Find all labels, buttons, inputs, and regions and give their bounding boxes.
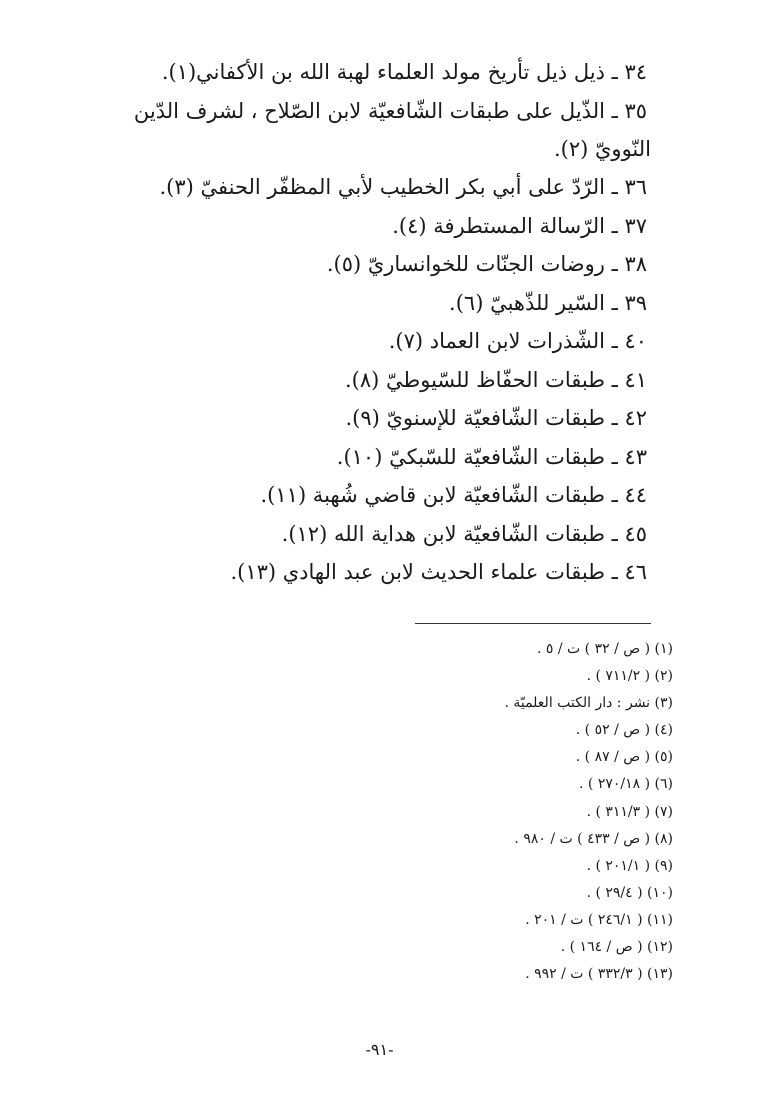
- footnote-separator: [415, 623, 651, 624]
- list-item: ٣٦ ـ الرّدّ على أبي بكر الخطيب لأبي المظفّر الحنفيّ (٣).: [159, 175, 647, 199]
- footnote: (٣) نشر : دار الكتب العلميّة .: [504, 695, 673, 712]
- footnote: (٢) ( ٧١١/٢ ) .: [586, 668, 673, 685]
- list-item: ٤٤ ـ طبقات الشّافعيّة لابن قاضي شُهبة (١١).: [260, 483, 647, 507]
- list-item: ٤٦ ـ طبقات علماء الحديث لابن عبد الهادي (١٣).: [230, 560, 647, 584]
- footnotes-list: [273, 636, 673, 988]
- list-item: ٣٧ ـ الرّسالة المستطرفة (٤).: [392, 213, 647, 238]
- bibliography-list: [91, 58, 651, 597]
- footnote: (٧) ( ٣١١/٣ ) .: [586, 803, 673, 820]
- footnote: (٨) ( ص / ٤٣٣ ) ت / ٩٨٠ .: [514, 830, 673, 847]
- footnote: (٥) ( ص / ٨٧ ) .: [575, 749, 673, 766]
- list-item: ٤٥ ـ طبقات الشّافعيّة لابن هداية الله (١٢).: [281, 521, 647, 546]
- footnote: (١٣) ( ٣٣٢/٣ ) ت / ٩٩٢ .: [525, 966, 673, 983]
- list-item: ٤١ ـ طبقات الحفّاظ للسّيوطيّ (٨).: [344, 367, 647, 392]
- footnote: (١١) ( ٢٤٦/١ ) ت / ٢٠١ .: [525, 911, 673, 928]
- list-item: ٣٩ ـ السّير للذّهبيّ (٦).: [449, 290, 647, 315]
- footnote: (٤) ( ص / ٥٢ ) .: [575, 722, 673, 739]
- footnote: (٦) ( ٢٧٠/١٨ ) .: [579, 776, 673, 793]
- list-item: ٣٤ ـ ذيل ذيل تأريخ مولد العلماء لهبة الله بن الأكفاني(١).: [161, 60, 647, 84]
- footnote: (١) ( ص / ٣٢ ) ت / ٥ .: [536, 641, 673, 657]
- footnote: (٩) ( ٢٠١/١ ) .: [586, 857, 673, 874]
- list-item: ٤٣ ـ طبقات الشّافعيّة للسّبكيّ (١٠).: [336, 444, 647, 469]
- list-item-line: النّوويّ (٢).: [553, 136, 651, 161]
- list-item: ٤٠ ـ الشّذرات لابن العماد (٧).: [388, 329, 647, 353]
- list-item: ٤٢ ـ طبقات الشّافعيّة للإسنويّ (٩).: [345, 406, 647, 430]
- list-item: ٣٨ ـ روضات الجنّات للخوانساريّ (٥).: [326, 252, 647, 276]
- footnote: (١٢) ( ص / ١٦٤ ) .: [560, 939, 673, 956]
- list-item: [91, 97, 651, 164]
- footnote: (١٠) ( ٢٩/٤ ) .: [586, 884, 673, 901]
- list-item-line: ٣٥ ـ الذّيل على طبقات الشّافعيّة لابن الصّلاح ، لشرف الدّين: [133, 98, 647, 123]
- page-number: -٩١-: [365, 1040, 394, 1059]
